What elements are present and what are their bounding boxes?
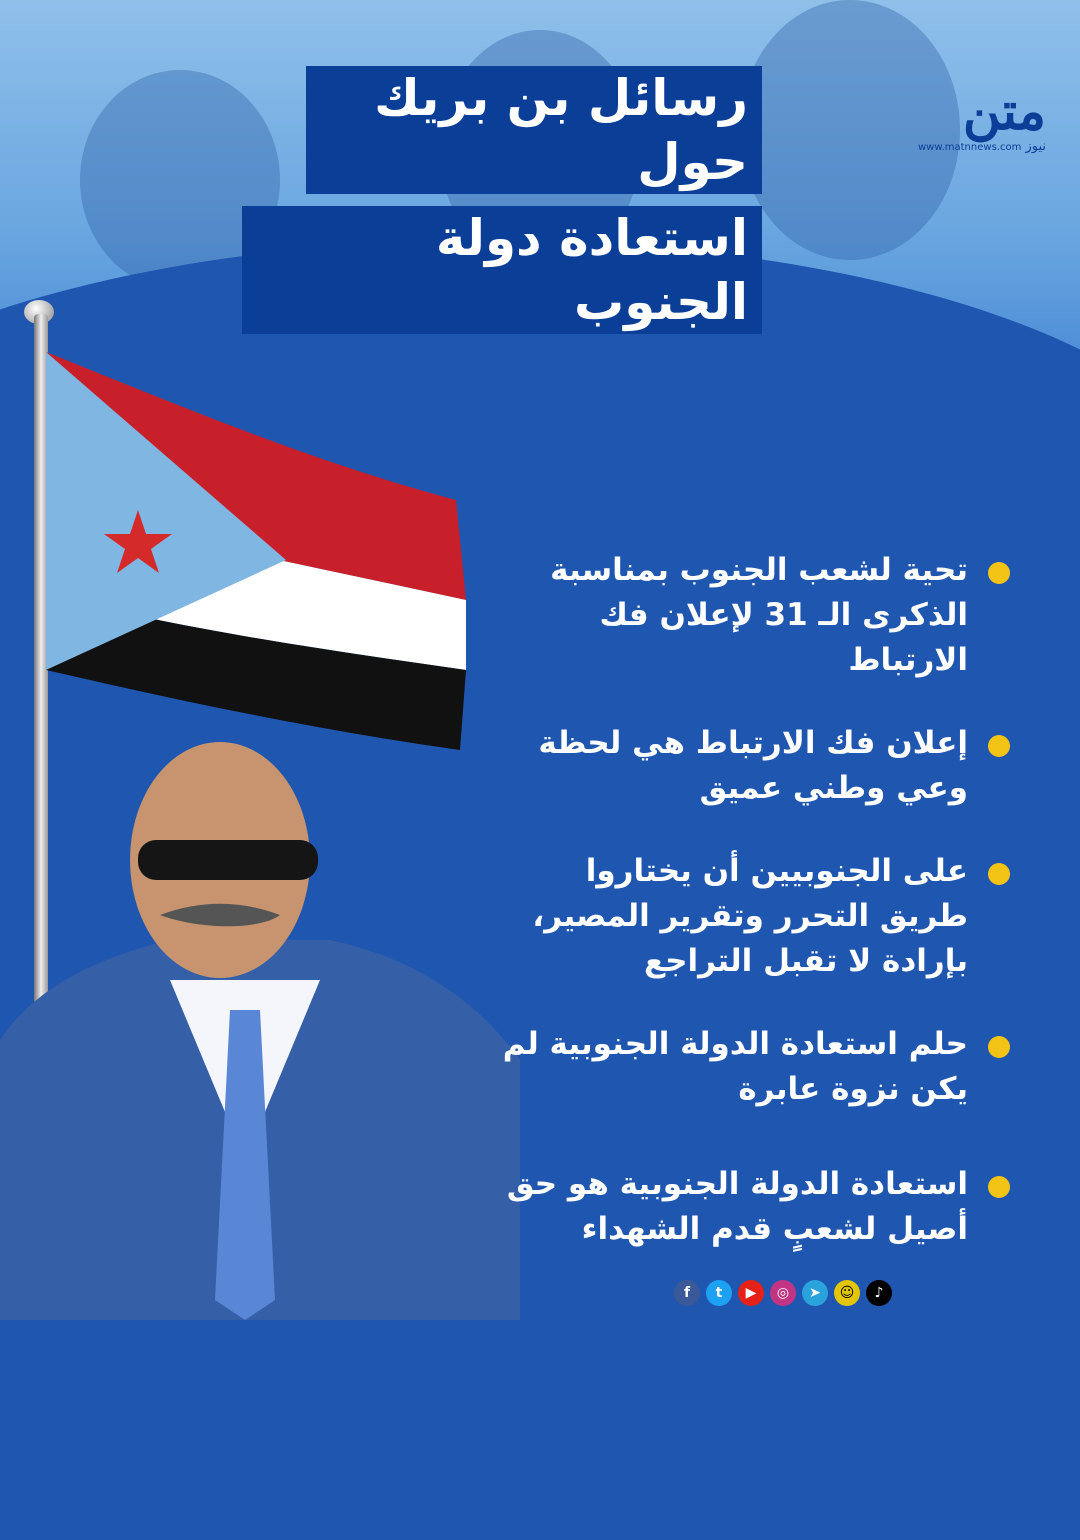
point-text: تحية لشعب الجنوب بمناسبة الذكرى الـ 31 لإعلان فك الارتباط <box>550 552 968 678</box>
logo-word: متن <box>962 81 1046 142</box>
list-item <box>490 849 1010 984</box>
list-item <box>490 548 1010 683</box>
point-text: استعادة الدولة الجنوبية هو حق أصيل لشعبٍ قدم الشهداء <box>506 1166 968 1247</box>
bullet-icon <box>988 735 1010 757</box>
list-item <box>490 721 1010 811</box>
telegram-icon[interactable]: ➤ <box>802 1280 828 1306</box>
snapchat-icon[interactable]: ☺ <box>834 1280 860 1306</box>
logo-sub-word: نيوز <box>1025 139 1046 154</box>
point-text: على الجنوبيين أن يختاروا طريق التحرر وتقرير المصير، بإرادة لا تقبل التراجع <box>532 853 968 979</box>
tiktok-icon[interactable]: ♪ <box>866 1280 892 1306</box>
logo-subtitle <box>866 140 1046 155</box>
portrait-figure <box>0 740 520 1320</box>
title-line-1: رسائل بن بريك حول <box>306 66 762 194</box>
instagram-icon[interactable]: ◎ <box>770 1280 796 1306</box>
point-text: إعلان فك الارتباط هي لحظة وعي وطني عميق <box>538 725 968 806</box>
title-block <box>242 66 762 346</box>
social-icons <box>674 1280 898 1308</box>
bullet-icon <box>988 1036 1010 1058</box>
youtube-icon[interactable]: ▶ <box>738 1280 764 1306</box>
bullet-icon <box>988 1176 1010 1198</box>
message-list <box>490 548 1010 1252</box>
brand-logo[interactable] <box>866 81 1046 164</box>
list-item <box>490 1022 1010 1112</box>
title-line-2: استعادة دولة الجنوب <box>242 206 762 334</box>
facebook-icon[interactable]: f <box>674 1280 700 1306</box>
south-yemen-flag <box>46 340 506 760</box>
bullet-icon <box>988 562 1010 584</box>
list-item <box>490 1162 1010 1252</box>
point-text: حلم استعادة الدولة الجنوبية لم يكن نزوة عابرة <box>502 1026 968 1107</box>
portrait-photo <box>0 740 520 1320</box>
bullet-icon <box>988 863 1010 885</box>
twitter-icon[interactable]: t <box>706 1280 732 1306</box>
logo-url: www.matnnews.com <box>917 142 1022 153</box>
